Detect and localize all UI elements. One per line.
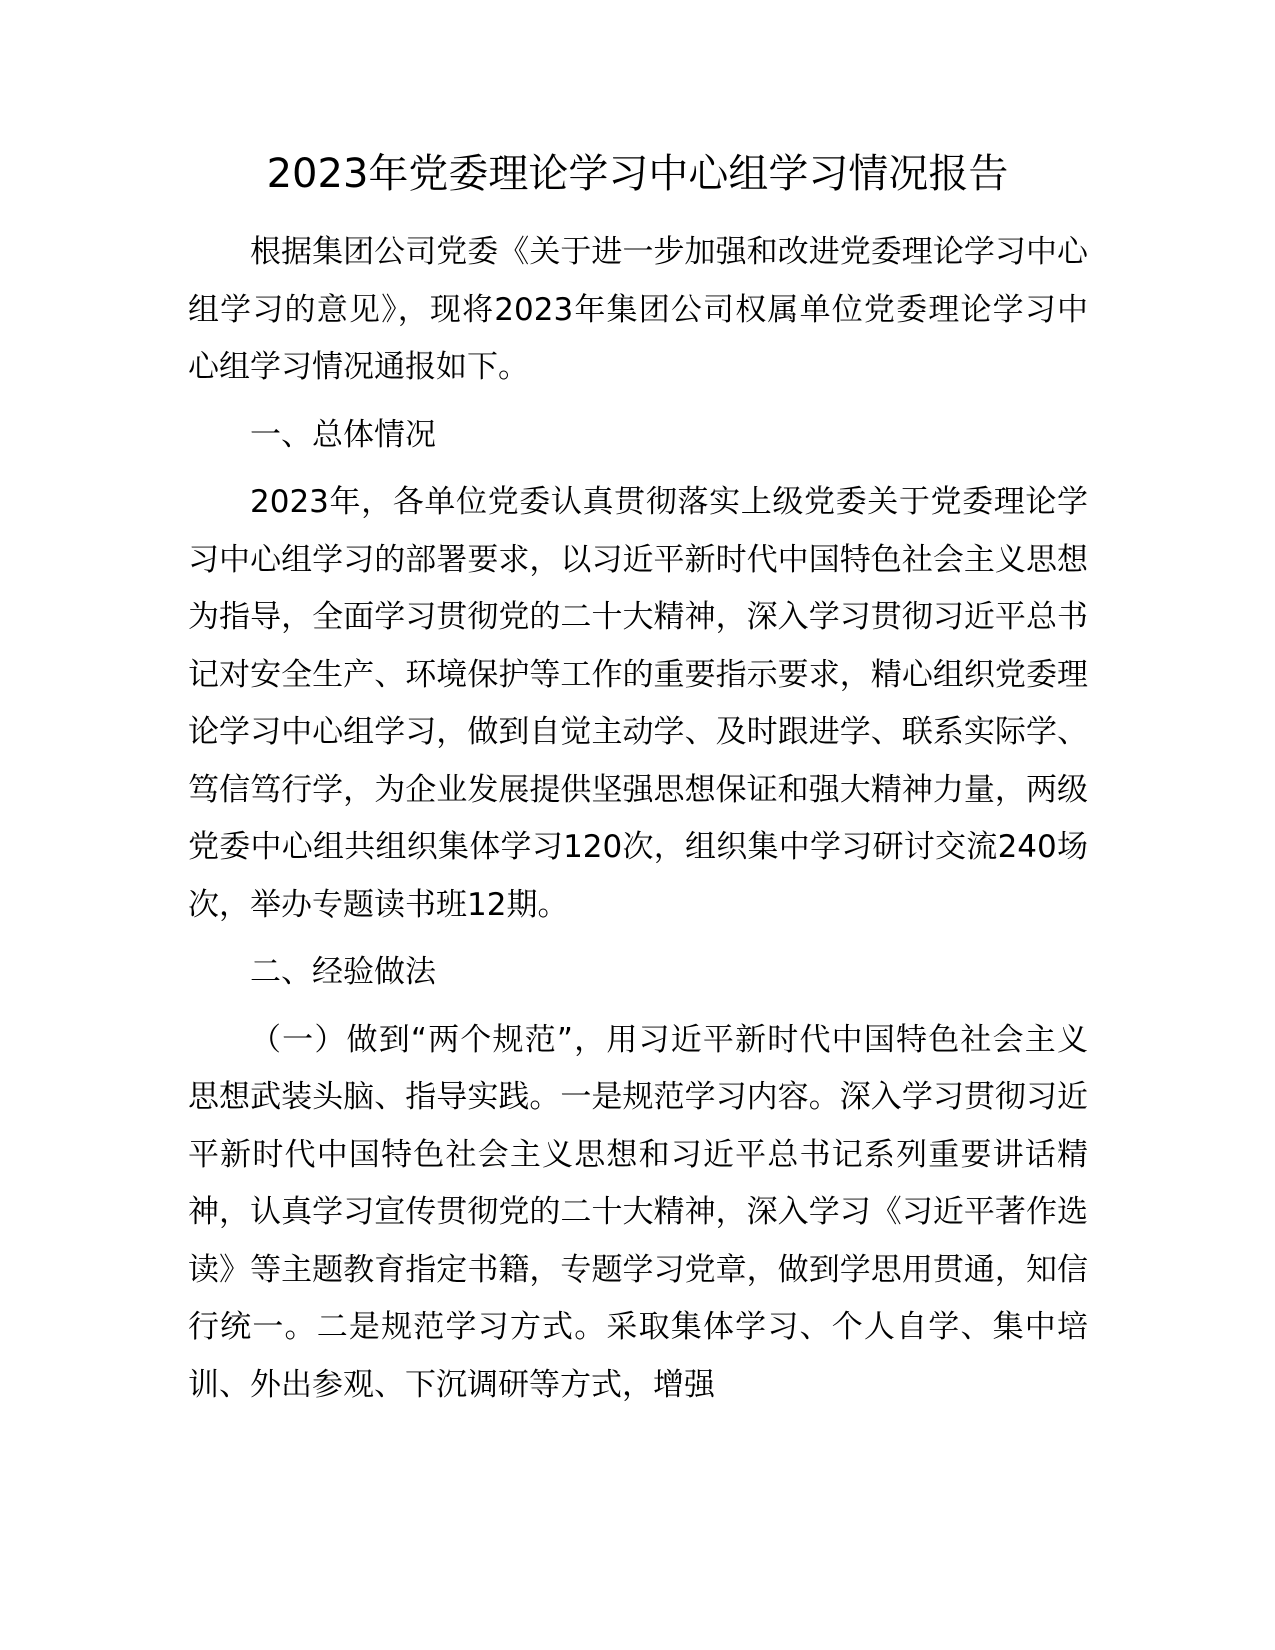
overview-paragraph: 2023年，各单位党委认真贯彻落实上级党委关于党委理论学习中心组学习的部署要求，以习近平新时代中国特色社会主义思想为指导，全面学习贯彻党的二十大精神，深入学习贯彻习近平总书记对安全生产、环境保护等工作的重要指示要求，精心组织党委理论学习中心组学习，做到自觉主动学、及时跟进学、联系实际学、笃信笃行学，为企业发展提供坚强思想保证和强大精神力量，两级党委中心组共组织集体学习120次，组织集中学习研讨交流240场次，举办专题读书班12期。 — [188, 484, 1088, 923]
document-title: 2023年党委理论学习中心组学习情况报告 — [266, 151, 1009, 197]
document-body — [188, 224, 1088, 1424]
experience-paragraph: （一）做到“两个规范”，用习近平新时代中国特色社会主义思想武装头脑、指导实践。一是规范学习内容。深入学习贯彻习近平新时代中国特色社会主义思想和习近平总书记系列重要讲话精神，认真学习宣传贯彻党的二十大精神，深入学习《习近平著作选读》等主题教育指定书籍，专题学习党章，做到学思用贯通，知信行统一。二是规范学习方式。采取集体学习、个人自学、集中培训、外出参观、下沉调研等方式，增强 — [188, 1021, 1088, 1403]
section-heading-experience: 二、经验做法 — [250, 954, 436, 990]
section-heading-overview: 一、总体情况 — [250, 416, 436, 453]
intro-paragraph: 根据集团公司党委《关于进一步加强和改进党委理论学习中心组学习的意见》，现将2023年集团公司权属单位党委理论学习中心组学习情况通报如下。 — [188, 234, 1088, 385]
